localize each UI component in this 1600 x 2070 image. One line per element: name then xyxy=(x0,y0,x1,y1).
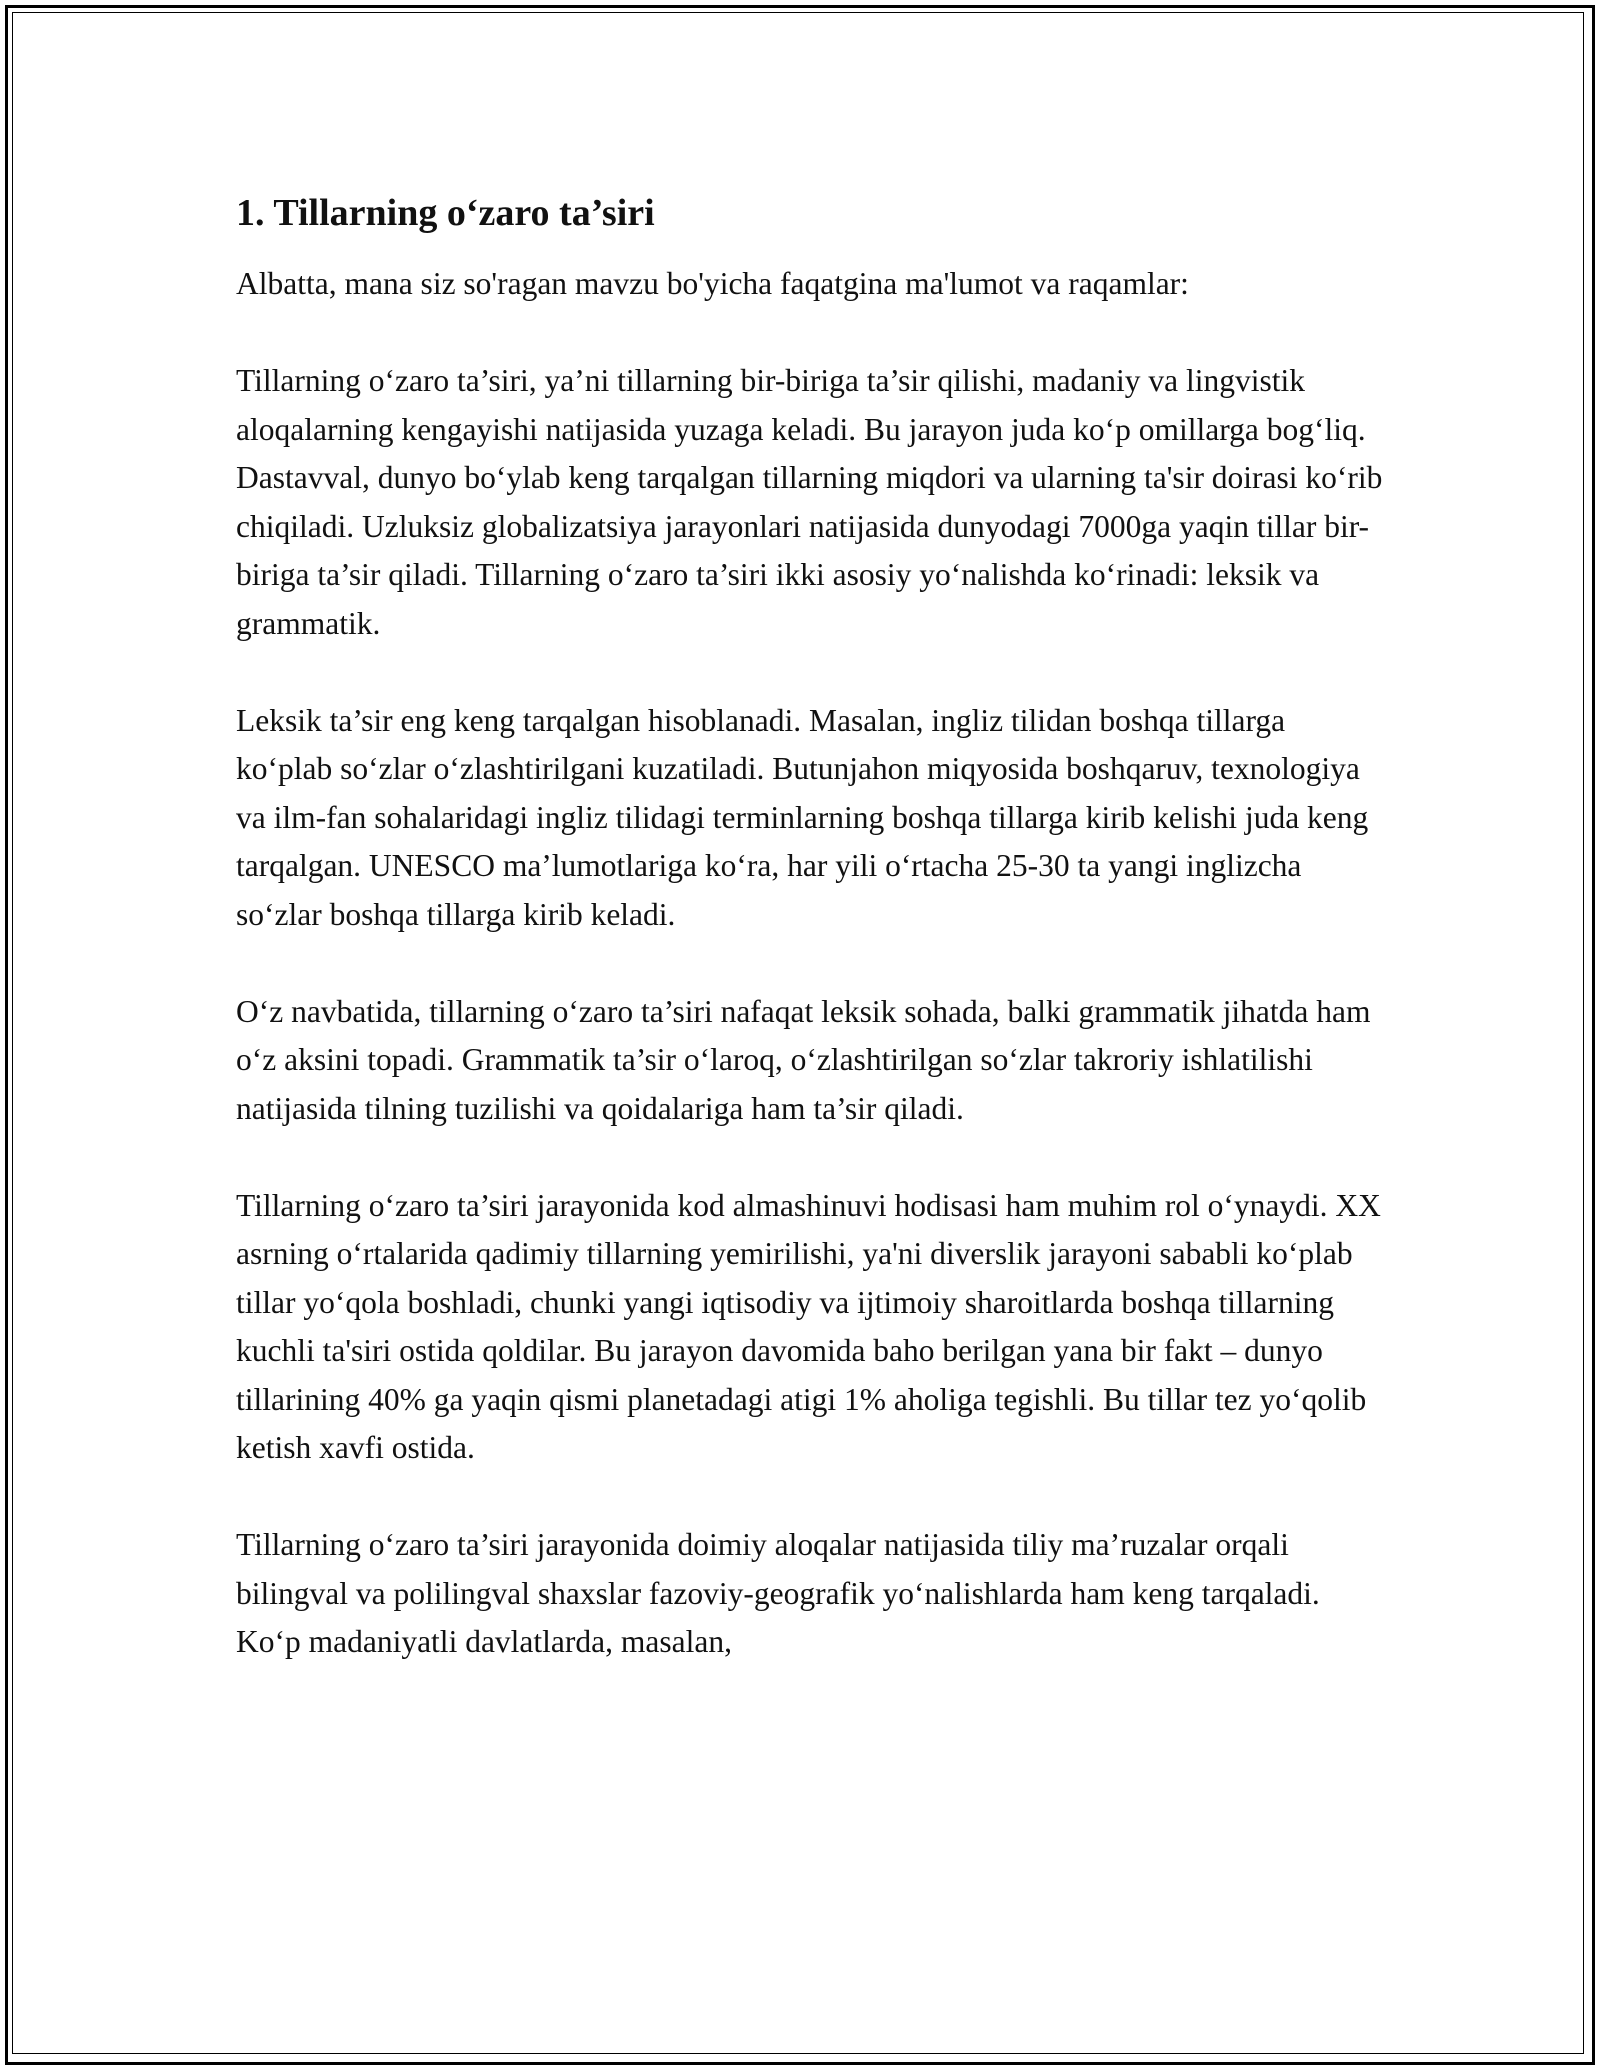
paragraph-intro: Albatta, mana siz so'ragan mavzu bo'yicha faqatgina ma'lumot va raqamlar: xyxy=(236,266,1189,301)
document-body xyxy=(236,186,1386,1715)
paragraph-2: Leksik ta’sir eng keng tarqalgan hisoblanadi. Masalan, ingliz tilidan boshqa tillarga ko‘plab so‘zlar o‘zlashtirilgani kuzatiladi. Butunjahon miqyosida boshqaruv, texnologiya va ilm-fan sohalaridagi ingliz tilidagi terminlarning boshqa tillarga kirib kelishi juda keng tarqalgan. UNESCO ma’lumotlariga ko‘ra, har yili o‘rtacha 25-30 ta yangi inglizcha so‘zlar boshqa tillarga kirib keladi. xyxy=(236,702,1369,932)
paragraph-5: Tillarning o‘zaro ta’siri jarayonida doimiy aloqalar natijasida tiliy ma’ruzalar orqali bilingval va polilingval shaxslar fazoviy-geografik yo‘nalishlarda ham keng tarqaladi. Ko‘p madaniyatli davlatlarda, masalan, xyxy=(236,1527,1320,1659)
paragraph-4: Tillarning o‘zaro ta’siri jarayonida kod almashinuvi hodisasi ham muhim rol o‘ynaydi. XX asrning o‘rtalarida qadimiy tillarning yemirilishi, ya'ni diverslik jarayoni sababli ko‘plab tillar yo‘qola boshladi, chunki yangi iqtisodiy va ijtimoiy sharoitlarda boshqa tillarning kuchli ta'siri ostida qoldilar. Bu jarayon davomida baho berilgan yana bir fakt – dunyo tillarining 40% ga yaqin qismi planetadagi atigi 1% aholiga tegishli. Bu tillar tez yo‘qolib ketish xavfi ostida. xyxy=(236,1187,1381,1465)
paragraph-1: Tillarning o‘zaro ta’siri, ya’ni tillarning bir-biriga ta’sir qilishi, madaniy va lingvistik aloqalarning kengayishi natijasida yuzaga keladi. Bu jarayon juda ko‘p omillarga bog‘liq. Dastavval, dunyo bo‘ylab keng tarqalgan tillarning miqdori va ularning ta'sir doirasi ko‘rib chiqiladi. Uzluksiz globalizatsiya jarayonlari natijasida dunyodagi 7000ga yaqin tillar bir-biriga ta’sir qiladi. Tillarning o‘zaro ta’siri ikki asosiy yo‘nalishda ko‘rinadi: leksik va grammatik. xyxy=(236,363,1383,641)
document-title: 1. Tillarning o‘zaro ta’siri xyxy=(236,192,655,234)
paragraph-3: O‘z navbatida, tillarning o‘zaro ta’siri nafaqat leksik sohada, balki grammatik jihatda ham o‘z aksini topadi. Grammatik ta’sir o‘laroq, o‘zlashtirilgan so‘zlar takroriy ishlatilishi natijasida tilning tuzilishi va qoidalariga ham ta’sir qiladi. xyxy=(236,993,1371,1126)
